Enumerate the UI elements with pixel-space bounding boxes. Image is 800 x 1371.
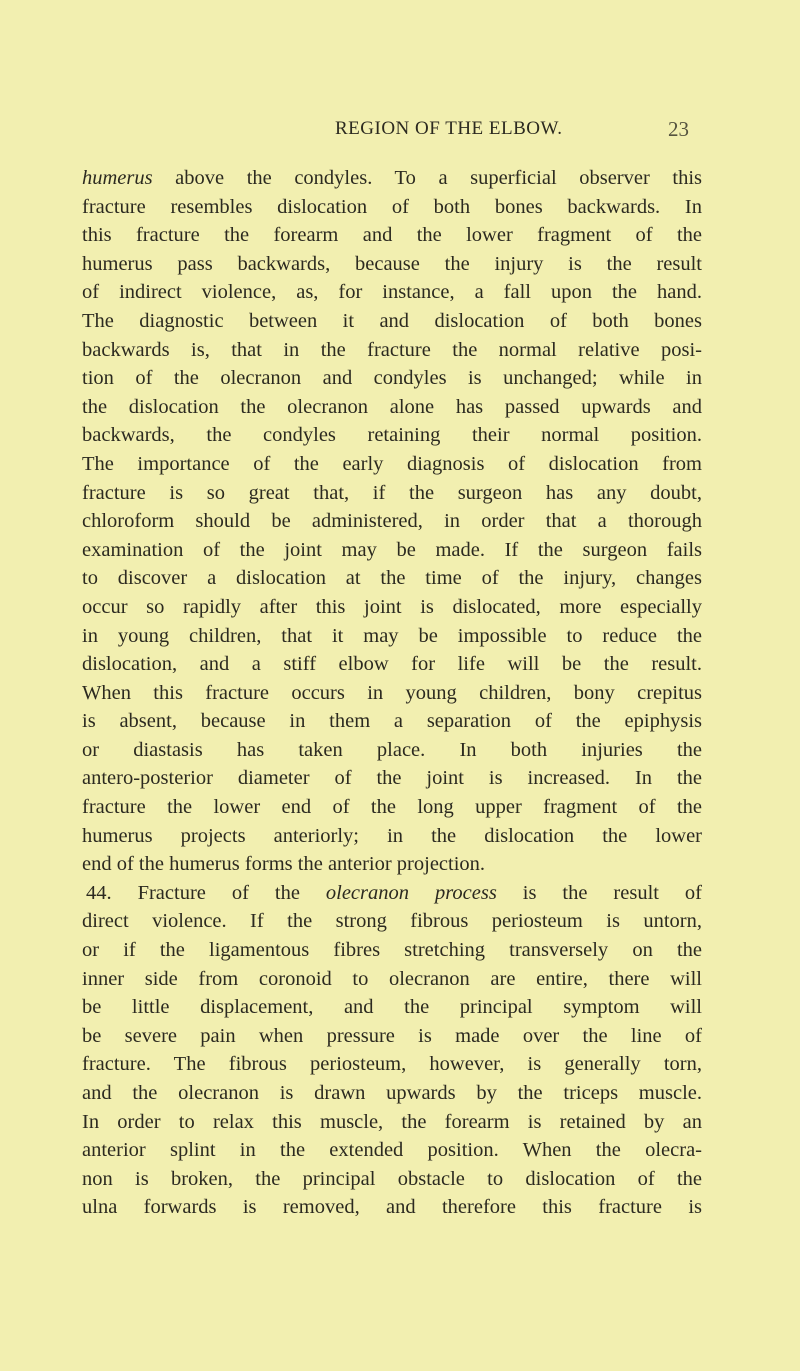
text-segment: backwards is, that in the fracture the normal relative posi- bbox=[82, 338, 702, 361]
text-line bbox=[82, 1022, 702, 1051]
text-segment: fracture the lower end of the long upper fragment of the bbox=[82, 796, 702, 819]
text-segment: backwards, the condyles retaining their normal position. bbox=[82, 424, 702, 447]
text-segment: fracture resembles dislocation of both bones backwards. In bbox=[82, 195, 702, 218]
text-segment: non is broken, the principal obstacle to dislocation of the bbox=[82, 1167, 702, 1190]
text-line bbox=[82, 278, 702, 307]
text-line bbox=[82, 736, 702, 765]
text-segment: to discover a dislocation at the time of the injury, changes bbox=[82, 567, 702, 590]
text-line bbox=[82, 593, 702, 622]
text-line bbox=[82, 1108, 702, 1137]
text-line bbox=[82, 421, 702, 450]
text-segment: fracture is so great that, if the surgeon has any doubt, bbox=[82, 481, 702, 504]
text-line bbox=[82, 1050, 702, 1079]
text-line bbox=[82, 1079, 702, 1108]
text-segment: inner side from coronoid to olecranon are entire, there will bbox=[82, 967, 702, 990]
text-segment: The importance of the early diagnosis of dislocation from bbox=[82, 452, 702, 475]
text-segment: direct violence. If the strong fibrous periosteum is untorn, bbox=[82, 910, 702, 933]
text-segment: humerus projects anteriorly; in the dislocation the lower bbox=[82, 824, 702, 847]
text-segment: fracture. The fibrous periosteum, however, is generally torn, bbox=[82, 1053, 702, 1076]
text-line bbox=[82, 1193, 702, 1222]
text-segment: or diastasis has taken place. In both injuries the bbox=[82, 738, 702, 761]
italic-term: olecranon process bbox=[325, 881, 497, 904]
text-segment: anterior splint in the extended position. When the olecra- bbox=[82, 1139, 702, 1162]
text-line bbox=[82, 564, 702, 593]
text-line bbox=[82, 221, 702, 250]
text-segment: When this fracture occurs in young children, bony crepitus bbox=[82, 681, 702, 704]
text-line bbox=[82, 679, 702, 708]
text-line bbox=[82, 307, 702, 336]
text-segment: antero-posterior diameter of the joint is increased. In the bbox=[82, 767, 702, 790]
text-segment: humerus pass backwards, because the injury is the result bbox=[82, 252, 702, 275]
running-title: REGION OF THE ELBOW. bbox=[335, 118, 563, 139]
text-line bbox=[82, 936, 702, 965]
text-line bbox=[82, 650, 702, 679]
text-line bbox=[82, 622, 702, 651]
text-segment: in young children, that it may be impossible to reduce the bbox=[82, 624, 702, 647]
text-line bbox=[82, 793, 702, 822]
text-line bbox=[82, 250, 702, 279]
text-line bbox=[82, 879, 702, 908]
text-line bbox=[82, 479, 702, 508]
text-line bbox=[82, 450, 702, 479]
text-segment: or if the ligamentous fibres stretching transversely on the bbox=[82, 939, 702, 962]
text-line bbox=[82, 764, 702, 793]
text-segment: In order to relax this muscle, the forearm is retained by an bbox=[82, 1110, 702, 1133]
text-segment: of indirect violence, as, for instance, a fall upon the hand. bbox=[82, 281, 702, 304]
text-segment: ulna forwards is removed, and therefore this fracture is bbox=[82, 1196, 702, 1219]
body-text bbox=[82, 164, 702, 1222]
text-line bbox=[82, 193, 702, 222]
text-segment: dislocation, and a stiff elbow for life will be the result. bbox=[82, 653, 702, 676]
italic-term: humerus bbox=[82, 167, 153, 189]
text-line bbox=[82, 907, 702, 936]
text-segment: and the olecranon is drawn upwards by the triceps muscle. bbox=[82, 1082, 702, 1104]
text-segment: is the result of bbox=[496, 881, 702, 904]
text-line bbox=[82, 822, 702, 851]
text-segment: the dislocation the olecranon alone has passed upwards and bbox=[82, 395, 702, 418]
text-segment: chloroform should be administered, in order that a thorough bbox=[82, 510, 702, 533]
text-line bbox=[82, 1165, 702, 1194]
text-line bbox=[82, 364, 702, 393]
text-segment: tion of the olecranon and condyles is unchanged; while in bbox=[82, 367, 702, 390]
text-segment: above the condyles. To a superficial observer this bbox=[152, 167, 702, 189]
text-segment: this fracture the forearm and the lower fragment of the bbox=[82, 224, 702, 247]
text-line bbox=[82, 993, 702, 1022]
text-line bbox=[82, 965, 702, 994]
text-segment: is absent, because in them a separation of the epiphysis bbox=[82, 710, 702, 733]
text-segment: examination of the joint may be made. If the surgeon fails bbox=[82, 538, 702, 561]
page-number: 23 bbox=[668, 117, 689, 141]
running-head bbox=[0, 118, 800, 148]
text-line bbox=[82, 336, 702, 365]
text-line bbox=[82, 1136, 702, 1165]
text-line bbox=[82, 507, 702, 536]
text-line bbox=[82, 164, 702, 193]
text-line bbox=[82, 707, 702, 736]
text-segment: be severe pain when pressure is made over the line of bbox=[82, 1024, 702, 1047]
text-segment: end of the humerus forms the anterior projection. bbox=[82, 853, 486, 876]
text-segment: occur so rapidly after this joint is dislocated, more especially bbox=[82, 595, 702, 618]
text-line bbox=[82, 850, 702, 879]
text-segment: be little displacement, and the principal symptom will bbox=[82, 996, 702, 1019]
text-segment: 44. Fracture of the bbox=[86, 881, 326, 904]
text-line bbox=[82, 393, 702, 422]
text-segment: The diagnostic between it and dislocation of both bones bbox=[82, 309, 702, 332]
text-line bbox=[82, 536, 702, 565]
